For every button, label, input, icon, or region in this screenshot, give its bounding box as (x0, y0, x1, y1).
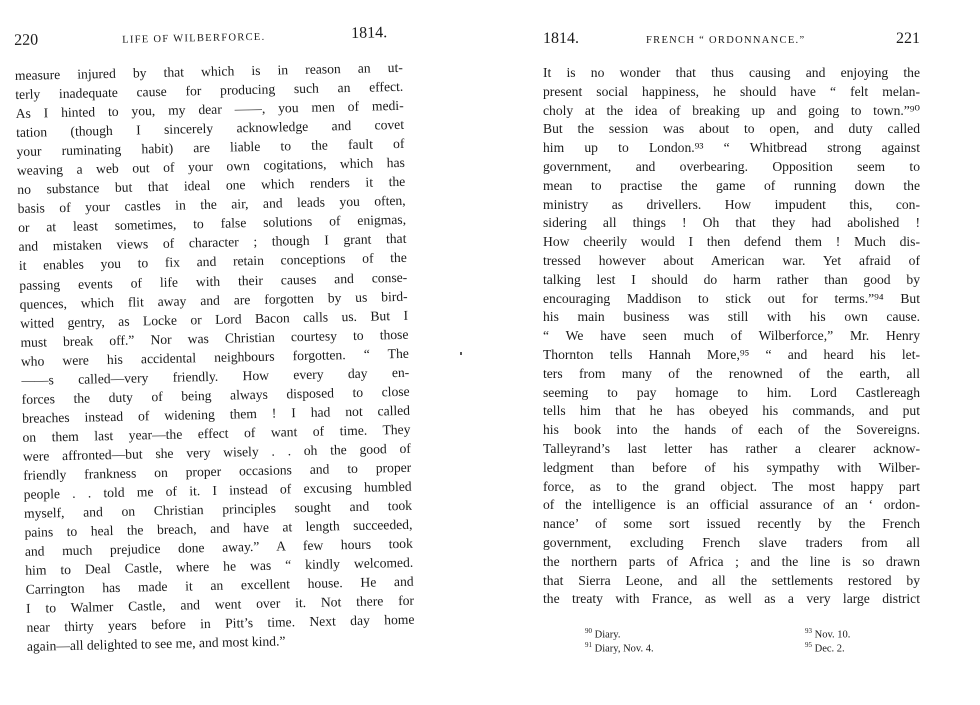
left-page-header (14, 24, 402, 54)
text-line: choly at the idea of breaking up and going to town.”⁹⁰ (543, 102, 920, 118)
text-line: of the intelligence is an official assurance of an ‘ ordon- (543, 497, 920, 513)
footnote-text: Dec. 2. (814, 643, 845, 655)
text-line: How cheerily would I then defend them ! Much dis- (543, 234, 920, 250)
text-line: were affronted—but she very wisely . . oh the good of (22, 440, 411, 464)
text-line: forces the duty of being always disposed to close (21, 383, 410, 407)
footnote-mark: 95 (805, 641, 812, 650)
text-line: his main business was still with his own cause. (543, 309, 920, 325)
footnote-text: Diary. (594, 629, 621, 641)
text-line: present social happiness, he should have “ felt melan- (543, 83, 920, 99)
footnote-mark: 91 (585, 641, 592, 650)
text-line: breaches instead of widening them ! I had not called (21, 402, 411, 426)
text-line: the northern parts of Africa ; and the line is so drawn (543, 553, 920, 569)
text-line: on them last year—the effect of want of time. They (22, 421, 411, 445)
text-line: tells him that he has obeyed his commands, and put (543, 403, 920, 419)
text-line: measure injured by that which is in reason an ut- (14, 59, 403, 83)
text-line: ledgment than before of his sympathy with Wilber- (543, 459, 920, 475)
gutter-mark (460, 352, 462, 355)
text-line: and mistaken views of character ; though I grant that (18, 231, 407, 255)
text-line: But the session was about to open, and duty called (543, 121, 920, 137)
text-line: him to Deal Castle, where he was “ kindly welcomed. (25, 554, 414, 579)
text-line: weaving a web out of your own cogitations, which has (16, 155, 405, 179)
text-line: no substance but that ideal one which renders it the (17, 174, 406, 198)
right-page-header (543, 30, 920, 52)
footnote-mark: 90 (585, 627, 592, 636)
text-line: him up to London.⁹³ “ Whitbread strong against (543, 140, 920, 156)
text-line: ministry as drivellers. How impudent this, con- (543, 196, 920, 212)
text-line: basis of your castles in the air, and leads you often, (17, 193, 406, 217)
text-line: witted gentry, as Locke or Lord Bacon calls us. But I (19, 307, 409, 331)
footnote-mark: 93 (805, 627, 812, 636)
text-line: terly inadequate cause for producing such an effect. (15, 78, 404, 103)
left-page-number: 220 (14, 31, 39, 49)
footnote-text: Diary, Nov. 4. (594, 643, 654, 655)
text-line: pains to heal the breach, and have at length succeeded, (24, 516, 413, 541)
text-line: mean to practise the game of running down the (543, 177, 920, 193)
footnote-text: Nov. 10. (814, 629, 851, 641)
footnote (585, 641, 654, 655)
text-line: tressed however about American war. Yet afraid of (543, 252, 920, 268)
text-line: seeming to pay homage to him. Lord Castlereagh (543, 384, 920, 400)
text-line: ters from many of the renowned of the earth, all (543, 365, 920, 381)
text-line: “ We have seen much of Wilberforce,” Mr. Henry (543, 328, 920, 344)
right-page (543, 30, 920, 667)
left-page-year: 1814. (350, 24, 388, 42)
left-page (14, 24, 415, 656)
text-line: must break off.” Nor was Christian courtesy to those (20, 326, 409, 350)
footnote (805, 641, 845, 655)
text-line: passing events of life with their causes and conse- (19, 269, 408, 293)
right-running-title: FRENCH “ ORDONNANCE.” (646, 35, 806, 46)
text-line: people . . told me of it. I instead of excusing humbled (23, 478, 412, 502)
footnote (805, 627, 850, 641)
text-line: As I hinted to you, my dear ——, you men of medi- (15, 97, 404, 122)
text-line: it enables you to fix and retain conceptions of the (18, 250, 407, 274)
text-line: talking lest I should do harm rather than good by (543, 271, 920, 287)
text-line: Talleyrand’s last letter has rather a clearer acknow- (543, 440, 920, 456)
text-line: ——s called—very friendly. How every day en- (21, 364, 410, 388)
text-line: I to Walmer Castle, and went over it. Not there for (25, 593, 415, 617)
footnote (585, 627, 620, 641)
text-line: your ruminating habit) are liable to the fault of (16, 136, 405, 160)
right-page-year: 1814. (543, 30, 579, 47)
text-line: near thirty years before in Pitt’s time. Next day home (26, 612, 415, 636)
text-line: or at least sometimes, to false solutions of enigmas, (17, 212, 407, 236)
text-line: encouraging Maddison to stick out for terms.”⁹⁴ But (543, 290, 920, 306)
footnotes (543, 627, 920, 667)
text-line: government, and overbearing. Opposition seem to (543, 158, 920, 174)
text-line: sidering all things ! Oh that they had abolished ! (543, 215, 920, 231)
left-page-body (15, 58, 415, 656)
text-line: tation (though I sincerely acknowledge and covet (15, 116, 405, 141)
text-line: the treaty with France, as well as a very large district (543, 591, 920, 607)
right-page-body (543, 64, 920, 609)
text-line: who were his accidental neighbours forgotten. “ The (20, 345, 409, 369)
text-line: It is no wonder that thus causing and enjoying the (543, 65, 920, 80)
left-running-title: LIFE OF WILBERFORCE. (122, 31, 266, 46)
text-line: Thornton tells Hannah More,⁹⁵ “ and heard his let- (543, 346, 920, 362)
text-line: quences, which flit away and are forgotten by us bird- (19, 288, 408, 312)
text-line: his book into the hands of each of the Sovereigns. (543, 422, 920, 438)
text-line: government, excluding French slave traders from all (543, 534, 920, 550)
text-line: friendly frankness on proper occasions and to proper (23, 459, 412, 483)
text-line: again—all delighted to see me, and most kind.” (26, 633, 286, 655)
text-line: Carrington has made it an excellent house. He and (25, 574, 414, 598)
text-line: and much prejudice done away.” A few hours took (24, 535, 413, 560)
text-line: force, as to the grand object. The most happy part (543, 478, 920, 494)
text-line: nance’ of some sort issued recently by the French (543, 516, 920, 532)
text-line: that Sierra Leone, and all the settlements restored by (543, 572, 920, 588)
text-line: myself, and on Christian principles sought and took (23, 497, 413, 521)
right-page-number: 221 (896, 30, 920, 47)
